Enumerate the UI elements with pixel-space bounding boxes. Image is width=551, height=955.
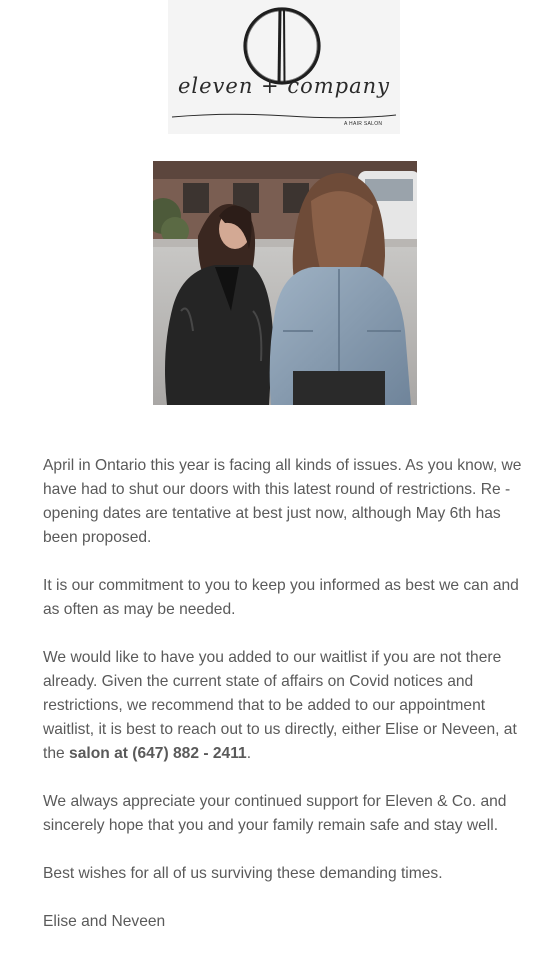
paragraph-commitment: It is our commitment to you to keep you informed as best we can and as often as may be needed.	[43, 577, 519, 618]
email-body	[43, 454, 533, 934]
signature: Elise and Neveen	[43, 913, 166, 930]
logo-wordmark: eleven + company	[177, 74, 390, 98]
waitlist-tail: .	[246, 745, 252, 762]
paragraph-intro: April in Ontario this year is facing all kinds of issues. As you know, we have had to shut our doors with this latest round of restrictions. Re - opening dates are tentative at best just now, although May 6th has been proposed.	[43, 457, 522, 546]
waitlist-text: We would like to have you added to our waitlist if you are not there already. Given the current state of affairs on Covid notices and restrictions, we recommend that to be added to our appointment waitlist, it is best to reach out to us directly, either Elise or Neveen, at the	[43, 649, 517, 762]
salon-logo	[168, 0, 400, 134]
circle-brushstroke-logo-icon	[168, 0, 400, 134]
paragraph-waitlist	[43, 646, 533, 766]
hero-photo	[153, 161, 417, 405]
logo-tagline: A HAIR SALON	[344, 121, 383, 127]
paragraph-best-wishes: Best wishes for all of us surviving these demanding times.	[43, 865, 443, 882]
salon-phone-link[interactable]: salon at (647) 882 - 2411	[69, 745, 247, 762]
paragraph-appreciation: We always appreciate your continued support for Eleven & Co. and sincerely hope that you and your family remain safe and stay well.	[43, 793, 507, 834]
